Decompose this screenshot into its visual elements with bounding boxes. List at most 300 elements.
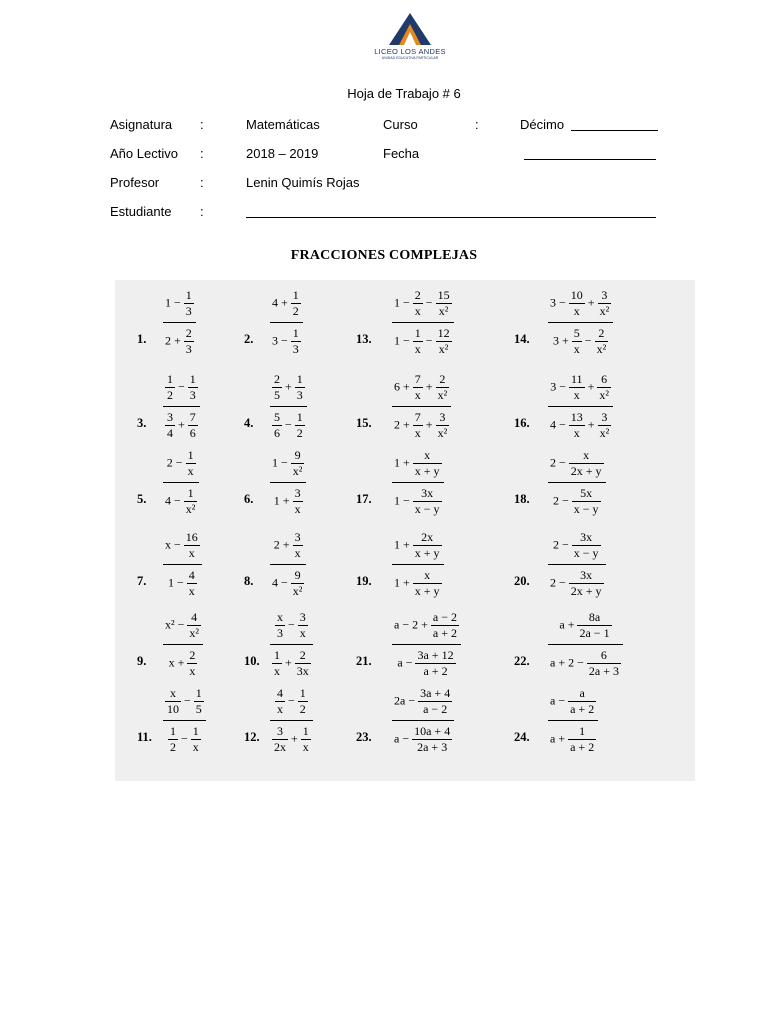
complex-fraction — [163, 372, 200, 441]
denominator-part-fraction — [413, 486, 442, 517]
denominator: 3 — [277, 626, 283, 640]
denominator-part-text: 4 − — [272, 575, 291, 590]
denominator-part-text: 1 − — [394, 493, 413, 508]
complex-fraction — [163, 530, 202, 599]
main-numerator — [270, 686, 313, 721]
denominator-part-text: + — [288, 731, 301, 746]
denominator: 4 — [167, 426, 173, 440]
numerator: 10 — [570, 288, 583, 302]
numerator: 3 — [299, 610, 306, 624]
numerator-part-fraction — [436, 288, 452, 319]
denominator-part-text: − — [282, 417, 295, 432]
main-numerator — [548, 372, 613, 407]
section-title: FRACCIONES COMPLEJAS — [290, 248, 478, 263]
complex-fraction — [163, 610, 203, 679]
numerator: 2 — [189, 648, 196, 662]
main-numerator — [270, 610, 313, 645]
numerator-part-text: 2 + — [273, 537, 293, 552]
main-denominator — [163, 645, 203, 679]
denominator: x — [299, 626, 306, 640]
denominator: x² — [599, 426, 610, 440]
numerator-part-text: 1 − — [165, 295, 184, 310]
main-denominator — [548, 407, 613, 441]
complex-fraction — [163, 686, 206, 755]
denominator-part-text: + — [282, 655, 295, 670]
denominator: a − 2 — [423, 702, 448, 716]
numerator: 13 — [570, 410, 583, 424]
numerator-part-text: 2 − — [553, 537, 572, 552]
denominator: x² — [292, 584, 303, 598]
main-fraction — [392, 448, 444, 517]
numerator-part-fraction — [165, 686, 181, 717]
course-colon: : — [475, 117, 479, 132]
numerator-part-fraction — [568, 686, 596, 717]
main-denominator — [163, 407, 200, 441]
denominator-part-fraction — [184, 326, 194, 357]
numerator: 3 — [294, 486, 301, 500]
main-fraction — [392, 610, 461, 679]
subject-value: Matemáticas — [246, 117, 320, 132]
numerator: 6 — [587, 648, 621, 664]
denominator: 2a + 3 — [588, 664, 619, 678]
denominator: 2a − 1 — [579, 626, 610, 640]
numerator: 15 — [437, 288, 450, 302]
exercise-number: 2. — [244, 332, 254, 346]
numerator-part-text: 1 − — [272, 455, 291, 470]
numerator-part-text: x² − — [165, 617, 188, 632]
denominator: 2x + y — [570, 464, 602, 478]
main-denominator — [270, 323, 303, 357]
exercise-number: 18. — [514, 492, 530, 506]
numerator: 3 — [167, 410, 173, 424]
numerator-part-fraction — [275, 686, 285, 717]
denominator-part-text: 2 − — [553, 493, 572, 508]
main-numerator — [548, 288, 613, 323]
denominator-part-fraction — [187, 648, 197, 679]
denominator-part-fraction — [188, 410, 198, 441]
denominator: x + y — [414, 546, 440, 560]
numerator: a — [568, 686, 596, 702]
denominator: x — [187, 464, 194, 478]
main-fraction — [548, 372, 613, 441]
numerator-part-text: − — [181, 693, 194, 708]
denominator-part-text: 4 − — [550, 417, 569, 432]
numerator: 7 — [189, 410, 196, 424]
main-denominator — [392, 407, 451, 441]
numerator: 2 — [274, 372, 280, 386]
numerator-part-text: − — [175, 379, 188, 394]
denominator-part-text: a − — [397, 655, 416, 670]
main-denominator — [548, 483, 606, 517]
logo-mountain-icon — [388, 12, 432, 46]
denominator-part-fraction — [272, 410, 282, 441]
main-numerator — [270, 448, 306, 483]
numerator: 5 — [573, 326, 580, 340]
numerator: 5x — [572, 486, 601, 502]
denominator-part-text: + — [422, 417, 436, 432]
numerator-part-text: 2 − — [550, 455, 569, 470]
numerator: 9 — [291, 448, 305, 464]
denominator-part-fraction — [598, 410, 612, 441]
numerator-part-text: x − — [165, 537, 184, 552]
denominator: 6 — [189, 426, 196, 440]
date-label: Fecha — [383, 146, 420, 161]
main-numerator — [163, 448, 199, 483]
numerator: 3 — [598, 410, 612, 426]
denominator-part-text: 3 + — [553, 333, 572, 348]
school-logo — [370, 12, 450, 68]
denominator: x — [573, 304, 580, 318]
denominator: x — [414, 304, 421, 318]
exercise-number: 4. — [244, 416, 254, 430]
denominator: x² — [599, 388, 609, 402]
numerator: 16 — [185, 530, 198, 544]
complex-fraction — [163, 288, 196, 357]
main-denominator — [270, 407, 307, 441]
main-numerator — [548, 610, 623, 645]
numerator: 2 — [185, 326, 192, 340]
main-denominator — [163, 721, 206, 755]
numerator-part-text: 4 + — [272, 295, 291, 310]
numerator: 3 — [598, 288, 612, 304]
denominator-part-text: 4 − — [165, 493, 184, 508]
denominator: x — [294, 546, 301, 560]
main-numerator — [163, 610, 203, 645]
denominator-part-text: − — [422, 333, 436, 348]
numerator: 3x — [572, 530, 601, 546]
denominator: 2a + 3 — [417, 740, 448, 754]
numerator-part-text: 1 + — [394, 455, 413, 470]
denominator-part-fraction — [413, 410, 423, 441]
main-fraction — [392, 372, 451, 441]
numerator-part-fraction — [188, 372, 198, 403]
numerator-part-text: 2 − — [166, 455, 186, 470]
complex-fraction — [392, 372, 451, 441]
denominator: x — [414, 426, 421, 440]
denominator-part-fraction — [291, 568, 305, 599]
complex-fraction — [548, 686, 598, 755]
main-numerator — [270, 530, 306, 565]
main-fraction — [163, 530, 202, 599]
numerator: 1 — [192, 724, 199, 738]
denominator-part-fraction — [272, 724, 288, 755]
numerator-part-text: 2a − — [394, 693, 419, 708]
denominator: a + 2 — [570, 740, 595, 754]
denominator-part-fraction — [436, 326, 452, 357]
main-numerator — [392, 530, 444, 565]
denominator: 3 — [292, 342, 299, 356]
complex-fraction — [392, 610, 461, 679]
numerator: 2 — [414, 288, 421, 302]
denominator-part-fraction — [301, 724, 311, 755]
numerator: x — [413, 568, 442, 584]
denominator: x — [294, 502, 301, 516]
teacher-label: Profesor — [110, 175, 160, 190]
exercise-number: 10. — [244, 654, 260, 668]
numerator: x — [277, 610, 283, 624]
denominator-part-fraction — [572, 326, 582, 357]
denominator-part-text: x + — [168, 655, 188, 670]
numerator: 3 — [436, 410, 450, 426]
main-numerator — [548, 448, 606, 483]
denominator: 3 — [296, 388, 303, 402]
main-denominator — [392, 565, 444, 599]
denominator: x — [414, 342, 421, 356]
denominator-part-text: 3 − — [272, 333, 291, 348]
denominator: x − y — [573, 546, 599, 560]
main-numerator — [548, 530, 606, 565]
student-field-line[interactable] — [246, 217, 656, 218]
numerator: 2 — [595, 326, 609, 342]
main-denominator — [548, 645, 623, 679]
numerator-part-fraction — [272, 372, 282, 403]
denominator: 2 — [296, 426, 303, 440]
denominator: x — [573, 388, 580, 402]
exercise-number: 1. — [137, 332, 147, 346]
main-numerator — [163, 288, 196, 323]
denominator: x² — [185, 502, 196, 516]
denominator-part-text: 2 − — [550, 575, 569, 590]
complex-fraction — [548, 288, 613, 357]
exercise-number: 7. — [137, 574, 147, 588]
numerator-part-fraction — [413, 530, 442, 561]
complex-fraction — [392, 448, 444, 517]
exercise-number: 13. — [356, 332, 372, 346]
denominator-part-fraction — [191, 724, 201, 755]
complex-fraction — [270, 288, 303, 357]
denominator: x − y — [573, 502, 599, 516]
numerator: 7 — [414, 372, 421, 386]
exercise-number: 11. — [137, 730, 152, 744]
numerator: 11 — [571, 372, 583, 386]
denominator-part-fraction — [587, 648, 621, 679]
denominator-part-fraction — [187, 568, 197, 599]
numerator: 12 — [437, 326, 450, 340]
exercise-number: 21. — [356, 654, 372, 668]
main-fraction — [548, 530, 606, 599]
denominator: 6 — [274, 426, 280, 440]
denominator: x + y — [414, 584, 440, 598]
complex-fraction — [270, 530, 306, 599]
denominator: x − y — [414, 502, 440, 516]
numerator-part-fraction — [293, 530, 303, 561]
numerator: 3 — [294, 530, 301, 544]
main-numerator — [548, 686, 598, 721]
complex-fraction — [163, 448, 199, 517]
numerator: 4 — [188, 568, 195, 582]
denominator: 2x + y — [570, 584, 602, 598]
numerator-part-fraction — [598, 288, 612, 319]
numerator-part-fraction — [275, 610, 285, 641]
numerator: 1 — [292, 288, 299, 302]
denominator: x — [188, 584, 195, 598]
denominator: 3 — [185, 304, 192, 318]
denominator-part-fraction — [569, 410, 585, 441]
denominator-part-text: 1 − — [168, 575, 187, 590]
numerator-part-text: 6 + — [394, 379, 413, 394]
numerator: x — [165, 686, 181, 702]
numerator-part-text: + — [422, 379, 436, 394]
complex-fraction — [392, 530, 444, 599]
main-denominator — [270, 565, 306, 599]
numerator: 3x — [569, 568, 604, 584]
main-numerator — [392, 372, 451, 407]
main-fraction — [270, 686, 313, 755]
denominator-part-fraction — [568, 724, 596, 755]
denominator: a + 2 — [423, 664, 448, 678]
numerator-part-fraction — [597, 372, 611, 403]
main-numerator — [163, 372, 200, 407]
numerator: 4 — [187, 610, 201, 626]
numerator-part-fraction — [569, 448, 604, 479]
numerator-part-fraction — [569, 372, 585, 403]
main-denominator — [548, 721, 598, 755]
denominator: x² — [437, 388, 448, 402]
complex-fraction — [392, 686, 454, 755]
main-fraction — [548, 448, 606, 517]
main-denominator — [270, 483, 306, 517]
main-fraction — [392, 686, 454, 755]
numerator-part-fraction — [187, 610, 201, 641]
numerator: 3a + 12 — [417, 648, 454, 662]
exercise-number: 12. — [244, 730, 260, 744]
denominator: 3 — [189, 388, 196, 402]
main-fraction — [163, 610, 203, 679]
numerator: 8a — [577, 610, 611, 626]
denominator-part-fraction — [415, 648, 455, 679]
numerator-part-fraction — [577, 610, 611, 641]
numerator-part-fraction — [184, 530, 200, 561]
denominator: x — [573, 342, 580, 356]
numerator-part-text: + — [584, 379, 598, 394]
numerator-part-fraction — [194, 686, 204, 717]
numerator-part-text: 3 − — [550, 379, 569, 394]
numerator-part-fraction — [413, 288, 423, 319]
complex-fraction — [270, 372, 307, 441]
numerator: 4 — [277, 686, 283, 700]
numerator-part-fraction — [413, 448, 442, 479]
exercise-number: 20. — [514, 574, 530, 588]
denominator: x — [302, 740, 309, 754]
denominator-part-fraction — [295, 410, 305, 441]
numerator: x — [413, 448, 442, 464]
denominator-part-text: a − — [394, 731, 413, 746]
denominator: 5 — [274, 388, 280, 402]
main-fraction — [548, 288, 613, 357]
denominator: x — [188, 546, 195, 560]
numerator-part-fraction — [569, 288, 585, 319]
course-value: Décimo — [520, 117, 565, 132]
exercise-number: 3. — [137, 416, 147, 430]
denominator-part-text: a + 2 − — [550, 655, 587, 670]
exercise-number: 14. — [514, 332, 530, 346]
denominator: x² — [438, 304, 449, 318]
exercise-number: 5. — [137, 492, 147, 506]
numerator: 1 — [299, 686, 306, 700]
numerator: 1 — [184, 486, 198, 502]
numerator: 3a + 4 — [420, 686, 451, 700]
numerator-part-fraction — [436, 372, 450, 403]
main-fraction — [392, 288, 454, 357]
denominator-part-text: 2 + — [394, 417, 413, 432]
numerator-part-text: 1 + — [394, 537, 413, 552]
date-field-line[interactable] — [524, 159, 656, 160]
numerator: 1 — [189, 372, 196, 386]
denominator: x² — [189, 626, 199, 640]
numerator: 1 — [274, 648, 280, 662]
exercise-number: 9. — [137, 654, 147, 668]
denominator-part-fraction — [291, 326, 301, 357]
main-denominator — [163, 483, 199, 517]
denominator-part-fraction — [295, 648, 311, 679]
numerator-part-text: a − 2 + — [394, 617, 431, 632]
denominator-part-fraction — [412, 724, 452, 755]
denominator: 2 — [167, 388, 173, 402]
numerator: 1 — [185, 288, 192, 302]
denominator-part-text: 2 + — [165, 333, 184, 348]
exercise-number: 17. — [356, 492, 372, 506]
main-fraction — [163, 448, 199, 517]
denominator-part-text: 1 − — [394, 333, 413, 348]
teacher-value: Lenin Quimís Rojas — [246, 175, 360, 190]
complex-fraction — [548, 372, 613, 441]
main-denominator — [392, 483, 444, 517]
numerator-part-fraction — [295, 372, 305, 403]
numerator-part-text: 1 − — [394, 295, 413, 310]
main-numerator — [270, 372, 307, 407]
numerator-part-fraction — [298, 610, 308, 641]
denominator-part-fraction — [572, 486, 601, 517]
numerator: 1 — [187, 448, 194, 462]
year-colon: : — [200, 146, 204, 161]
denominator: 2 — [170, 740, 176, 754]
main-numerator — [392, 686, 454, 721]
denominator-part-fraction — [168, 724, 178, 755]
numerator: a − 2 — [432, 610, 457, 624]
denominator: 10 — [167, 702, 179, 716]
main-fraction — [392, 530, 444, 599]
main-denominator — [270, 645, 313, 679]
denominator-part-fraction — [413, 326, 423, 357]
numerator-part-text: a + — [559, 617, 578, 632]
denominator-part-fraction — [569, 568, 604, 599]
course-label: Curso — [383, 117, 418, 132]
numerator: 1 — [414, 326, 421, 340]
denominator: 2 — [292, 304, 299, 318]
exercise-number: 24. — [514, 730, 530, 744]
main-numerator — [392, 610, 461, 645]
main-fraction — [270, 530, 306, 599]
denominator: 5 — [195, 702, 202, 716]
numerator: 2 — [295, 648, 311, 664]
denominator: x + y — [414, 464, 440, 478]
numerator: 3x — [413, 486, 442, 502]
numerator: 1 — [195, 686, 202, 700]
denominator: x — [192, 740, 199, 754]
denominator: x² — [438, 342, 449, 356]
main-numerator — [270, 288, 303, 323]
denominator-part-fraction — [595, 326, 609, 357]
denominator: 2x — [274, 740, 286, 754]
main-denominator — [270, 721, 313, 755]
complex-fraction — [270, 448, 306, 517]
denominator: x — [189, 664, 196, 678]
numerator: 1 — [167, 372, 173, 386]
numerator-part-text: − — [422, 295, 436, 310]
numerator: 2x — [413, 530, 442, 546]
denominator-part-text: − — [178, 731, 191, 746]
numerator: 1 — [170, 724, 176, 738]
